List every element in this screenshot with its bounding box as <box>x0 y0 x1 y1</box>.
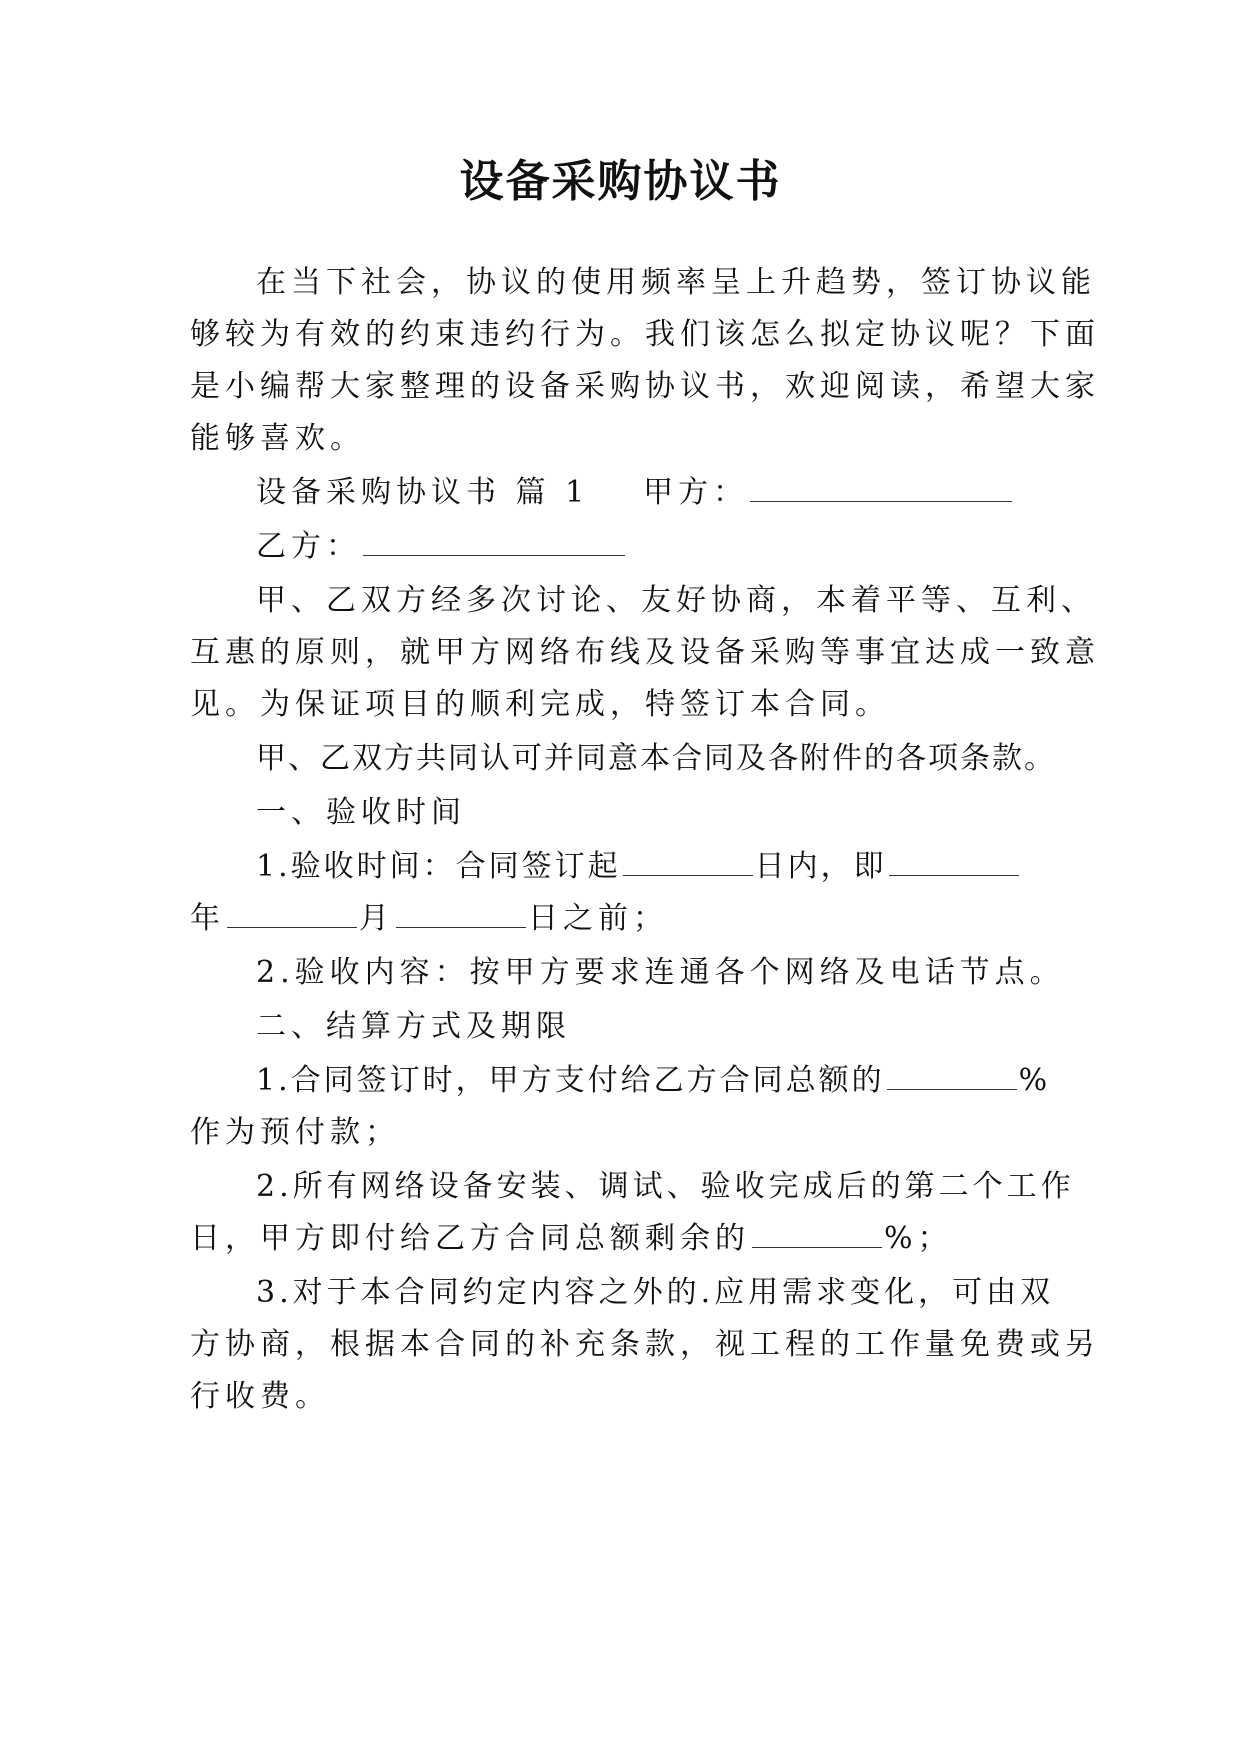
party-a-blank[interactable] <box>750 471 1012 502</box>
prepayment-percent-blank[interactable] <box>887 1059 1017 1090</box>
item-1-1-line-1 <box>0 838 1241 896</box>
item-2-1-text-a: 1.合同签订时，甲方支付给乙方合同总额的 <box>256 1063 885 1098</box>
item-1-1-line-2 <box>0 890 1241 948</box>
party-b-line <box>0 518 1241 576</box>
item-2-1-percent: % <box>1018 1063 1051 1098</box>
heading-party-a-line <box>0 464 1241 522</box>
party-b-blank[interactable] <box>363 525 625 556</box>
item-2-2-line-2 <box>0 1210 1241 1268</box>
item-2-1-line-2: 作为预付款； <box>190 1115 400 1150</box>
year-label: 年 <box>190 901 225 936</box>
intro-line-1: 在当下社会，协议的使用频率呈上升趋势，签订协议能 <box>256 265 1096 300</box>
para1-line-2: 互惠的原则，就甲方网络布线及设备采购等事宜达成一致意 <box>190 635 1100 670</box>
document-title: 设备采购协议书 <box>459 156 782 207</box>
item-2-2-percent: %； <box>884 1221 953 1256</box>
section-2-title: 二、结算方式及期限 <box>256 1009 571 1044</box>
item-2-3-line-1: 3.对于本合同约定内容之外的.应用需求变化，可由双 <box>256 1275 1055 1310</box>
item-2-2-line-1: 2.所有网络设备安装、调试、验收完成后的第二个工作 <box>256 1169 1075 1204</box>
para1-line-1: 甲、乙双方经多次讨论、友好协商，本着平等、互利、 <box>256 583 1096 618</box>
remaining-percent-blank[interactable] <box>752 1217 882 1248</box>
party-a-label: 甲方： <box>643 475 749 510</box>
acceptance-day-blank[interactable] <box>396 897 526 928</box>
item-2-3-line-2: 方协商，根据本合同的补充条款，视工程的工作量免费或另 <box>190 1327 1100 1362</box>
month-label: 月 <box>359 901 394 936</box>
para1-line-3: 见。为保证项目的顺利完成，特签订本合同。 <box>190 687 890 722</box>
intro-line-2: 够较为有效的约束违约行为。我们该怎么拟定协议呢？下面 <box>190 317 1100 352</box>
section-heading: 设备采购协议书 篇 1 <box>256 475 590 510</box>
intro-line-3: 是小编帮大家整理的设备采购协议书，欢迎阅读，希望大家 <box>190 369 1100 404</box>
item-2-1-line-1 <box>0 1052 1241 1110</box>
acceptance-days-blank[interactable] <box>623 845 753 876</box>
day-end-label: 日之前； <box>528 901 668 936</box>
intro-line-4: 能够喜欢。 <box>190 421 365 456</box>
section-1-title: 一、验收时间 <box>256 795 466 830</box>
item-1-1-text-b: 日内，即 <box>754 849 887 884</box>
item-1-1-text-a: 1.验收时间：合同签订起 <box>256 849 621 884</box>
para2-line: 甲、乙双方共同认可并同意本合同及各附件的各项条款。 <box>256 741 1056 776</box>
party-b-label: 乙方： <box>256 529 361 564</box>
item-1-2-line: 2.验收内容：按甲方要求连通各个网络及电话节点。 <box>256 955 1065 990</box>
acceptance-year-blank[interactable] <box>889 845 1019 876</box>
item-2-3-line-3: 行收费。 <box>190 1379 330 1414</box>
item-2-2-text: 日，甲方即付给乙方合同总额剩余的 <box>190 1221 750 1256</box>
acceptance-month-blank[interactable] <box>227 897 357 928</box>
